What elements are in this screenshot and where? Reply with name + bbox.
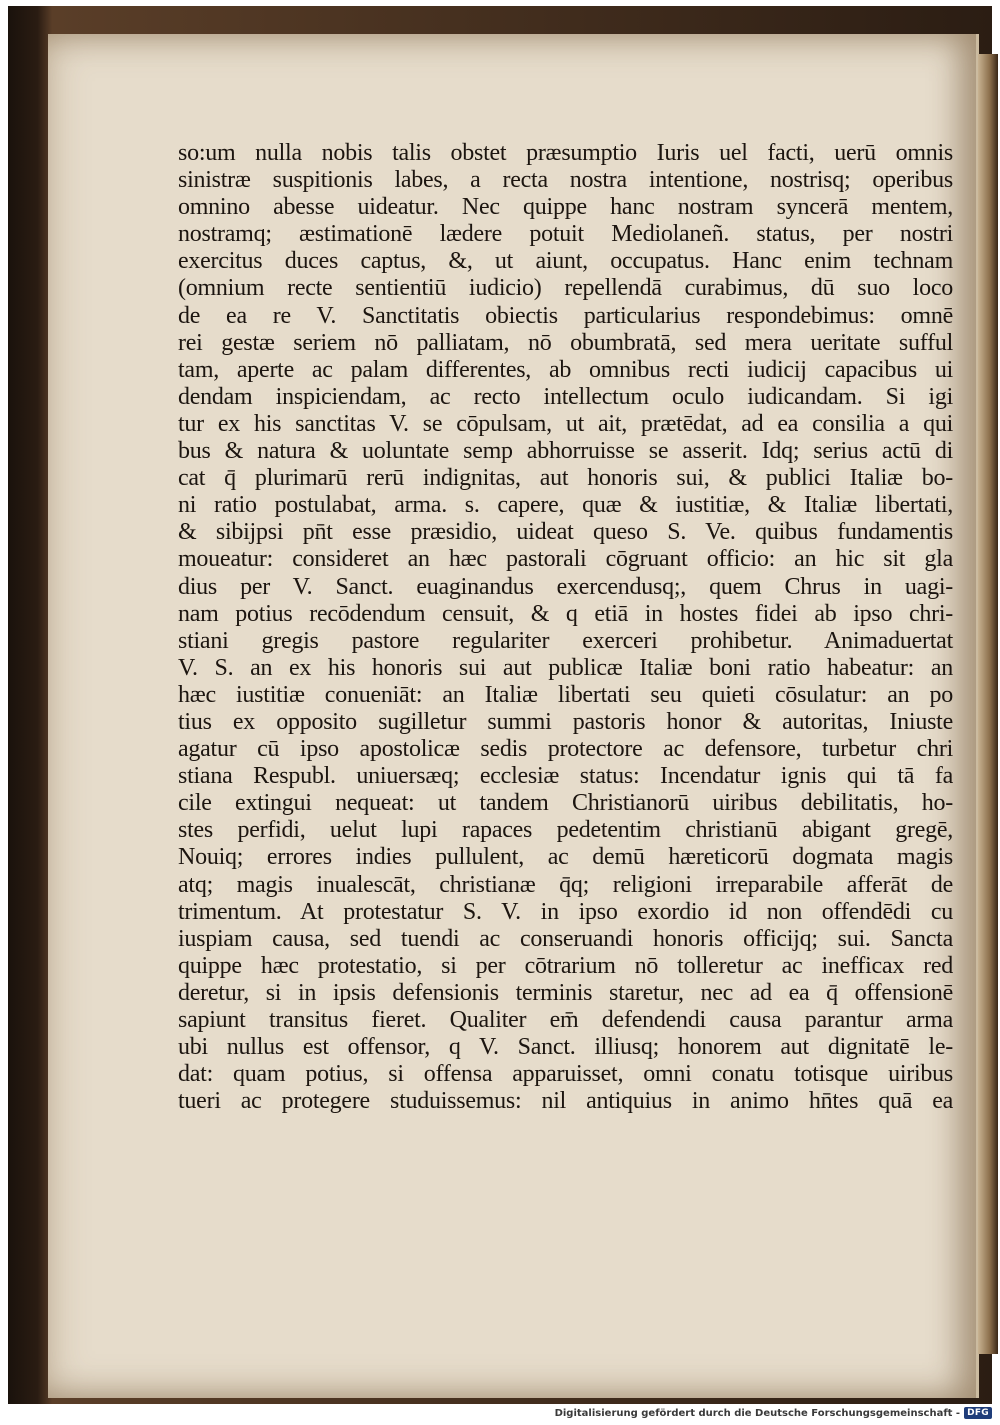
text-line: stiana Respubl. uniuersæq; ecclesiæ status: Incendatur ignis qui tā fa bbox=[178, 763, 953, 790]
text-line: deretur, si in ipsis defensionis terminis staretur, nec ad ea q̄ offensionē bbox=[178, 979, 953, 1006]
footer-credit bbox=[555, 1404, 992, 1422]
text-line: tam, aperte ac palam differentes, ab omnibus recti iudicij capacibus ui bbox=[178, 356, 953, 383]
book-page bbox=[48, 34, 979, 1398]
dfg-logo-icon: DFG bbox=[964, 1407, 992, 1419]
text-line: exercitus duces captus, &, ut aiunt, occupatus. Hanc enim technam bbox=[178, 248, 953, 275]
text-line: nostramq; æstimationē lædere potuit Mediolaneñ. status, per nostri bbox=[178, 221, 953, 248]
text-line: stiani gregis pastore regulariter exerceri prohibetur. Animaduertat bbox=[178, 627, 953, 654]
text-line: ubi nullus est offensor, q V. Sanct. illiusq; honorem aut dignitatē le- bbox=[178, 1034, 953, 1061]
text-line: tius ex opposito sugilletur summi pastoris honor & autoritas, Iniuste bbox=[178, 708, 953, 735]
text-line: agatur cū ipso apostolicæ sedis protectore ac defensore, turbetur chri bbox=[178, 736, 953, 763]
body-text bbox=[178, 140, 953, 1115]
text-line: dendam inspiciendam, ac recto intellectum oculo iudicandam. Si igi bbox=[178, 383, 953, 410]
text-line: de ea re V. Sanctitatis obiectis particularius respondebimus: omnē bbox=[178, 302, 953, 329]
text-line: tueri ac protegere studuissemus: nil antiquius in animo hn̄tes quā ea bbox=[178, 1088, 953, 1115]
text-line: & sibijpsi pn̄t esse præsidio, uideat queso S. Ve. quibus fundamentis bbox=[178, 519, 953, 546]
text-line: (omnium recte sentientiū iudicio) repellendā curabimus, dū suo loco bbox=[178, 275, 953, 302]
text-line: tur ex his sanctitas V. se cōpulsam, ut ait, prætēdat, ad ea consilia a qui bbox=[178, 410, 953, 437]
text-line: Nouiq; errores indies pullulent, ac demū hæreticorū dogmata magis bbox=[178, 844, 953, 871]
text-line: sapiunt transitus fieret. Qualiter em̄ defendendi causa parantur arma bbox=[178, 1007, 953, 1033]
text-line: V. S. an ex his honoris sui aut publicæ Italiæ boni ratio habeatur: an bbox=[178, 654, 953, 681]
text-line: nam potius recōdendum censuit, & q etiā in hostes fidei ab ipso chri- bbox=[178, 600, 953, 627]
text-line: sinistræ suspitionis labes, a recta nostra intentione, nostrisq; operibus bbox=[178, 167, 953, 194]
text-line: bus & natura & uoluntate semp abhorruisse se asserit. Idq; serius actū di bbox=[178, 438, 953, 465]
text-line: hæc iustitiæ conueniāt: an Italiæ libertati seu quieti cōsulatur: an po bbox=[178, 681, 953, 708]
scan-frame bbox=[8, 6, 992, 1404]
text-line: trimentum. At protestatur S. V. in ipso exordio id non offendēdi cu bbox=[178, 898, 953, 925]
text-line: omnino abesse uideatur. Nec quippe hanc nostram syncerā mentem, bbox=[178, 194, 953, 221]
text-line: iuspiam causa, sed tuendi ac conseruandi honoris officijq; sui. Sancta bbox=[178, 925, 953, 952]
text-line: ni ratio postulabat, arma. s. capere, quæ & iustitiæ, & Italiæ libertati, bbox=[178, 492, 953, 519]
text-line: stes perfidi, uelut lupi rapaces pedetentim christianū abigant gregē, bbox=[178, 817, 953, 844]
footer-credit-text: Digitalisierung gefördert durch die Deutsche Forschungsgemeinschaft - bbox=[554, 1407, 961, 1419]
text-line: cat q̄ plurimarū rerū indignitas, aut honoris sui, & publici Italiæ bo- bbox=[178, 465, 953, 492]
text-line: moueatur: consideret an hæc pastorali cōgruant officio: an hic sit gla bbox=[178, 546, 953, 573]
text-line: cile extingui nequeat: ut tandem Christianorū uiribus debilitatis, ho- bbox=[178, 790, 953, 817]
text-line: quippe hæc protestatio, si per cōtrarium nō tolleretur ac inefficax red bbox=[178, 952, 953, 979]
text-line: rei gestæ seriem nō palliatam, nō obumbratā, sed mera ueritate sufful bbox=[178, 329, 953, 356]
text-line: atq; magis inualescāt, christianæ q̄q; religioni irreparabile afferāt de bbox=[178, 871, 953, 898]
text-line: dius per V. Sanct. euaginandus exercendusq;, quem Chrus in uagi- bbox=[178, 573, 953, 600]
text-line: dat: quam potius, si offensa apparuisset, omni conatu totisque uiribus bbox=[178, 1061, 953, 1088]
text-line: so:um nulla nobis talis obstet præsumptio Iuris uel facti, uerū omnis bbox=[178, 140, 953, 166]
